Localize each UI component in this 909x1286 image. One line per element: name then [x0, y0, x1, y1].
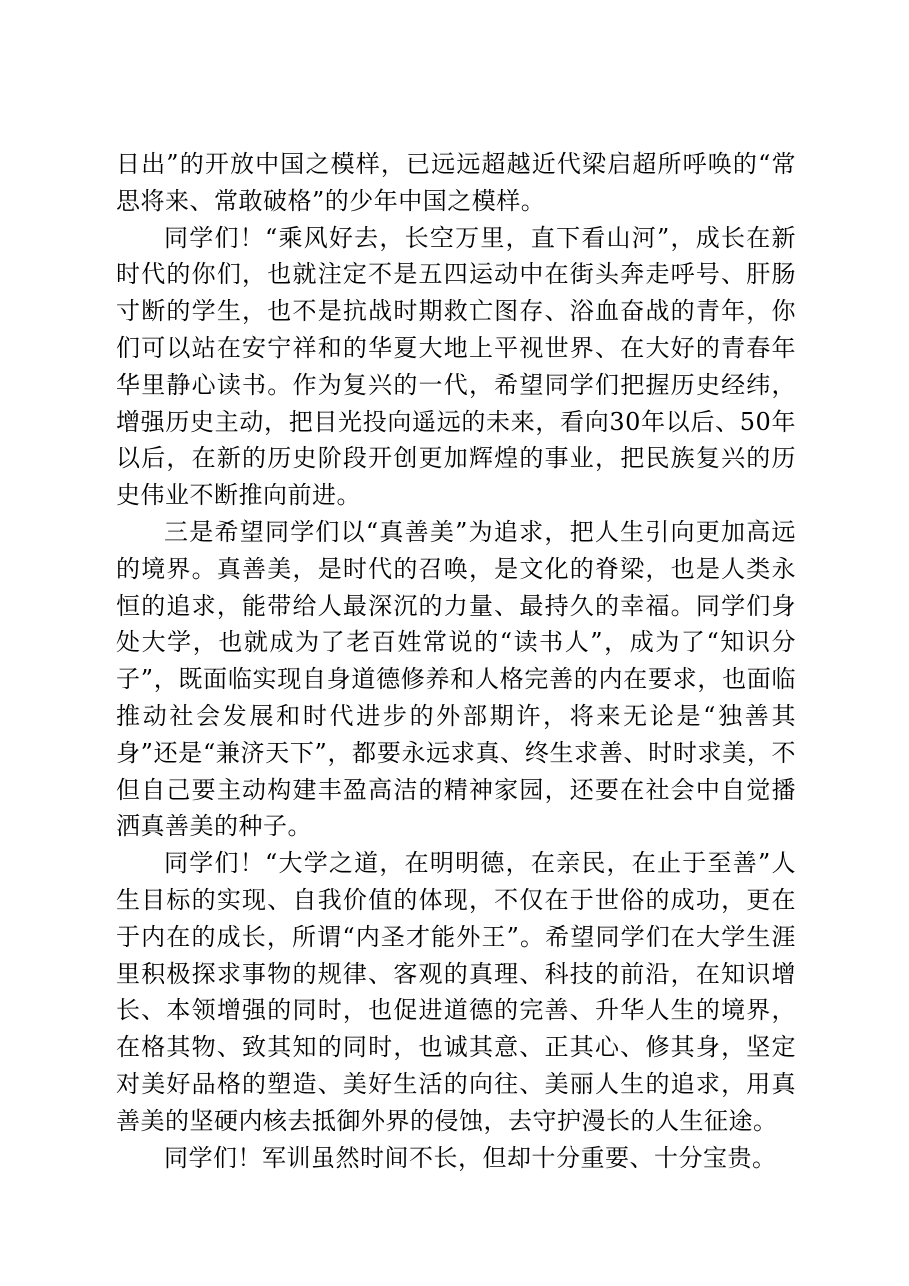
- paragraph-3: 三是希望同学们以“真善美”为追求，把人生引向更加高远的境界。真善美，是时代的召唤，是文化的脊梁，也是人类永恒的追求，能带给人最深沉的力量、最持久的幸福。同学们身处大学，也就成为了老百姓常说的“读书人”，成为了“知识分子”，既面临实现自身道德修养和人格完善的内在要求，也面临推动社会发展和时代进步的外部期许，将来无论是“独善其身”还是“兼济天下”，都要永远求真、终生求善、时时求美，不但自己要主动构建丰盈高洁的精神家园，还要在社会中自觉播洒真善美的种子。: [116, 517, 796, 841]
- paragraph-1: 日出”的开放中国之模样，已远远超越近代梁启超所呼唤的“常思将来、常敢破格”的少年中国之模样。: [116, 150, 796, 215]
- paragraph-4: 同学们！“大学之道，在明明德，在亲民，在止于至善”人生目标的实现、自我价值的体现，不仅在于世俗的成功，更在于内在的成长，所谓“内圣才能外王”。希望同学们在大学生涯里积极探求事物的规律、客观的真理、科技的前沿，在知识增长、本领增强的同时，也促进道德的完善、升华人生的境界，在格其物、致其知的同时，也诚其意、正其心、修其身，坚定对美好品格的塑造、美好生活的向往、美丽人生的追求，用真善美的坚硬内核去抵御外界的侵蚀，去守护漫长的人生征途。: [116, 849, 796, 1135]
- paragraph-5: 同学们！军训虽然时间不长，但却十分重要、十分宝贵。: [164, 1143, 777, 1172]
- document-body: [116, 146, 796, 1176]
- paragraph-2: 同学们！“乘风好去，长空万里，直下看山河”，成长在新时代的你们，也就注定不是五四运动中在街头奔走呼号、肝肠寸断的学生，也不是抗战时期救亡图存、浴血奋战的青年，你们可以站在安宁祥和的华夏大地上平视世界、在大好的青春年华里静心读书。作为复兴的一代，希望同学们把握历史经纬，增强历史主动，把目光投向遥远的未来，看向30年以后、50年以后，在新的历史阶段开创更加辉煌的事业，把民族复兴的历史伟业不断推向前进。: [116, 223, 796, 510]
